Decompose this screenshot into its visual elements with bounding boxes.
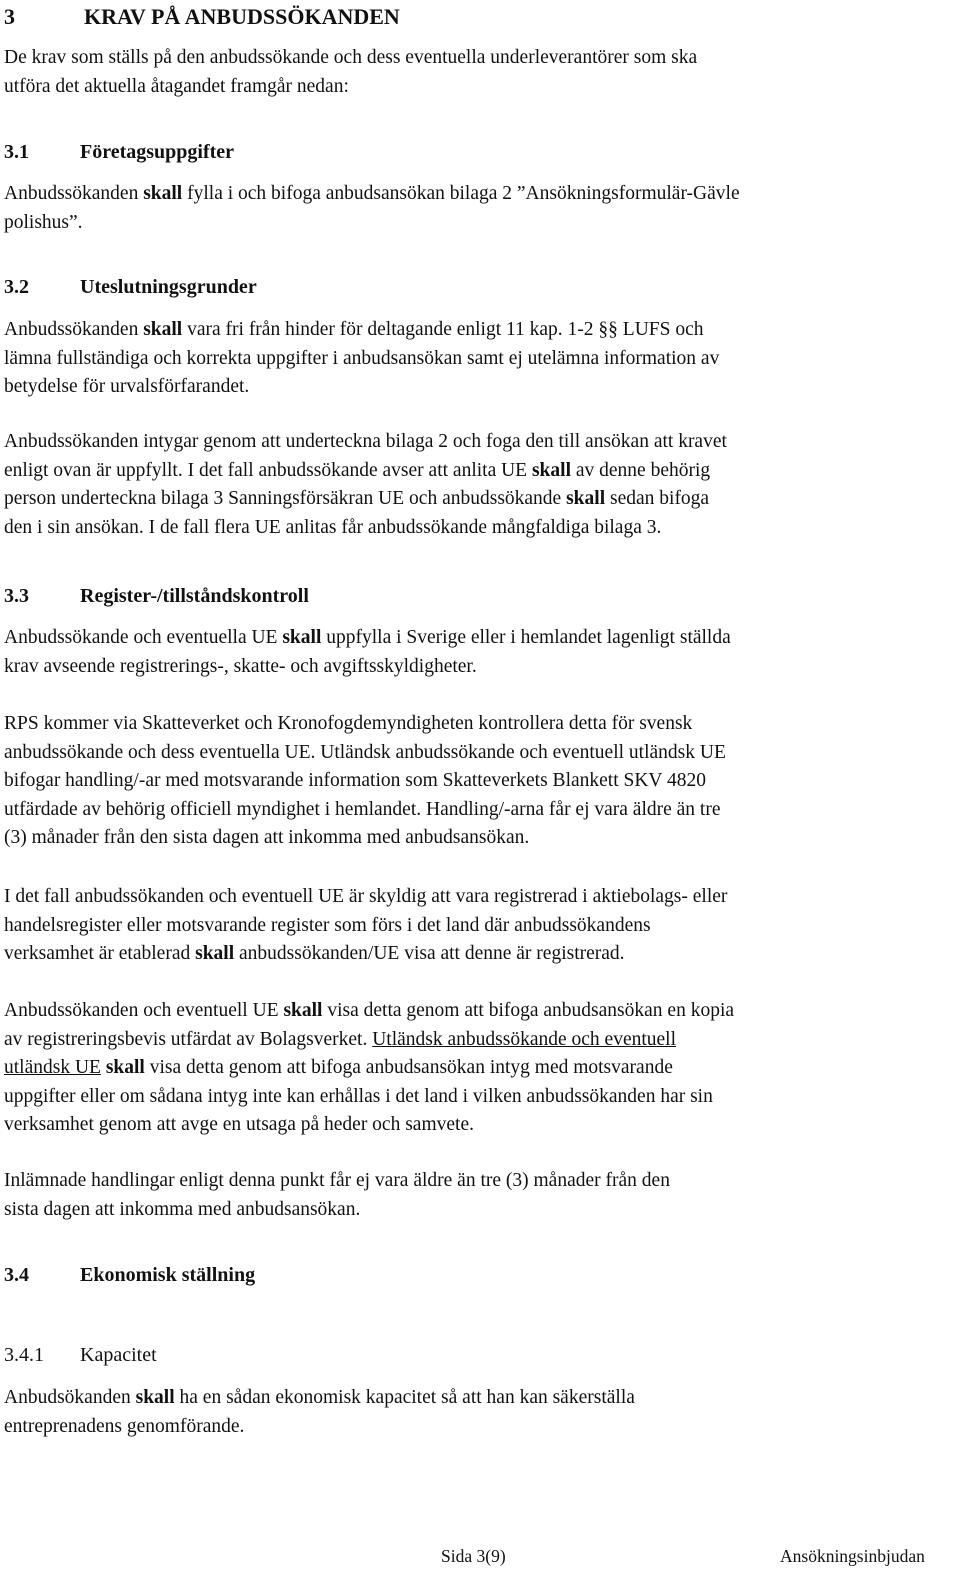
section-3-3-paragraph-2: RPS kommer via Skatteverket och Kronofogdemyndigheten kontrollera detta för svensk anbudssökande och dess eventuella UE. Utländsk anbudssökande och eventuell utländsk UE bifogar handling/-ar med motsvarande information som Skatteverkets Blankett SKV 4820 utfärdade av behörig officiell myndighet i hemlandet. Handling/-arna får ej vara äldre än tre (3) månader från den sista dagen att inkomma med anbudsansökan. <box>4 713 726 848</box>
section-3-3-paragraph-3: I det fall anbudssökanden och eventuell UE är skyldig att vara registrerad i aktiebolags- eller handelsregister eller motsvarande register som förs i det land där anbudssökandens verksamhet är etablerad skall anbudssökanden/UE visa att denne är registrerad. <box>4 886 728 964</box>
section-3-3-paragraph-1: Anbudssökande och eventuella UE skall uppfylla i Sverige eller i hemlandet lagenligt ställda krav avseende registrerings-, skatte- och avgiftsskyldigheter. <box>4 627 731 677</box>
section-title: Ekonomisk ställning <box>80 1264 256 1286</box>
section-3-heading <box>4 4 400 30</box>
section-3-4-1-heading <box>4 1344 157 1367</box>
section-3-2-heading <box>4 276 257 299</box>
section-title: Register-/tillståndskontroll <box>80 585 309 607</box>
document-name: Ansökningsinbjudan <box>780 1546 925 1566</box>
section-number: 3.4 <box>4 1264 29 1286</box>
section-title: Företagsuppgifter <box>80 141 235 163</box>
section-3-4-1-paragraph: Anbudsökanden skall ha en sådan ekonomisk kapacitet så att han kan säkerställa entreprenadens genomförande. <box>4 1387 635 1437</box>
section-3-1-heading <box>4 141 234 164</box>
section-3-2-paragraph-2: Anbudssökanden intygar genom att underteckna bilaga 2 och foga den till ansökan att kravet enligt ovan är uppfyllt. I det fall anbudssökande avser att anlita UE skall av denne behörig person underteckna bilaga 3 Sanningsförsäkran UE och anbudssökande skall sedan bifoga den i sin ansökan. I de fall flera UE anlitas får anbudssökande mångfaldiga bilaga 3. <box>4 431 727 538</box>
section-3-2-paragraph-1: Anbudssökanden skall vara fri från hinder för deltagande enligt 11 kap. 1-2 §§ LUFS och lämna fullständiga och korrekta uppgifter i anbudsansökan samt ej utelämna information av betydelse för urvalsförfarandet. <box>4 319 720 397</box>
section-title: Kapacitet <box>80 1344 157 1366</box>
section-number: 3.4.1 <box>4 1344 44 1366</box>
section-number: 3.2 <box>4 276 29 298</box>
section-title: Uteslutningsgrunder <box>80 276 257 298</box>
section-3-3-paragraph-4: Anbudssökanden och eventuell UE skall visa detta genom att bifoga anbudsansökan en kopia av registreringsbevis utfärdat av Bolagsverket. Utländsk anbudssökande och eventuell utländsk UE skall visa detta genom att bifoga anbudsansökan intyg med motsvarande uppgifter eller om sådana intyg inte kan erhållas i det land i vilken anbudssökanden har sin verksamhet genom att avge en utsaga på heder och samvete. <box>4 1000 735 1135</box>
section-3-4-heading <box>4 1264 255 1287</box>
section-3-3-paragraph-5: Inlämnade handlingar enligt denna punkt får ej vara äldre än tre (3) månader från den sista dagen att inkomma med anbudsansökan. <box>4 1170 670 1220</box>
section-3-1-paragraph: Anbudssökanden skall fylla i och bifoga anbudsansökan bilaga 2 ”Ansökningsformulär-Gävle polishus”. <box>4 183 740 233</box>
section-number: 3 <box>4 4 15 29</box>
section-3-3-heading <box>4 585 309 608</box>
section-title: KRAV PÅ ANBUDSSÖKANDEN <box>84 4 400 29</box>
section-number: 3.1 <box>4 141 29 163</box>
intro-paragraph: De krav som ställs på den anbudssökande och dess eventuella underleverantörer som ska utföra det aktuella åtagandet framgår nedan: <box>4 47 698 97</box>
section-number: 3.3 <box>4 585 29 607</box>
page-number: Sida 3(9) <box>441 1546 506 1566</box>
